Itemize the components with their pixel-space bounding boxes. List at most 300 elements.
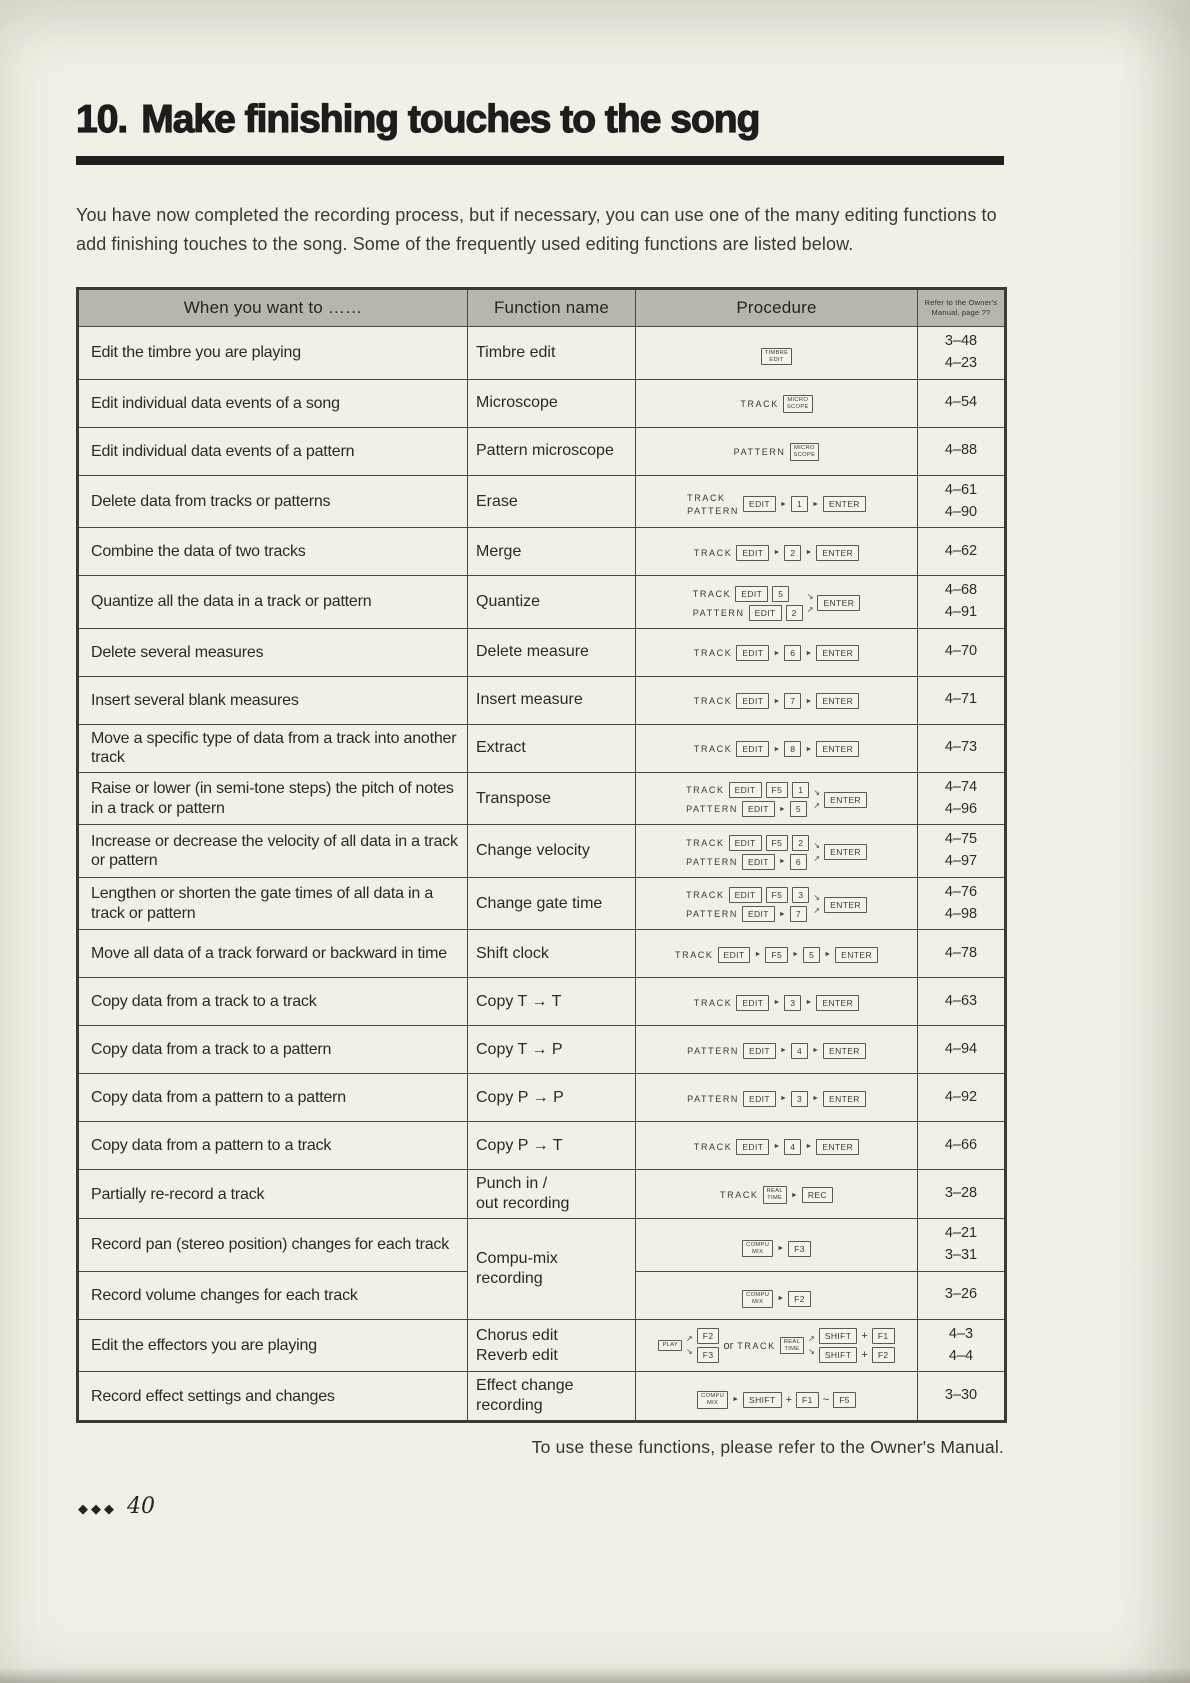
arrow-right-icon: ► bbox=[805, 745, 813, 753]
function-name-line: recording bbox=[476, 1397, 543, 1415]
page-reference: 4–94 bbox=[944, 1040, 978, 1057]
key-label-line: MICRO bbox=[787, 397, 809, 404]
page-reference-cell bbox=[918, 877, 1006, 930]
function-name-line: out recording bbox=[476, 1195, 570, 1213]
table-row bbox=[78, 1122, 1006, 1170]
key-enter: ENTER bbox=[824, 897, 867, 913]
procedure-line bbox=[693, 605, 803, 621]
procedure-stack bbox=[819, 1328, 895, 1363]
key-label-line: SCOPE bbox=[793, 451, 816, 458]
key-f2: F2 bbox=[788, 1291, 811, 1307]
key-shift: SHIFT bbox=[819, 1347, 858, 1363]
key-edit: EDIT bbox=[736, 693, 769, 709]
procedure-line bbox=[697, 1347, 720, 1363]
panel-label: TRACK bbox=[686, 890, 725, 901]
procedure-line bbox=[819, 1347, 895, 1363]
footer-note: To use these functions, please refer to the Owner's Manual. bbox=[531, 1437, 1004, 1458]
page-reference: 4–92 bbox=[944, 1088, 978, 1105]
arrow-glyph: ↗ bbox=[813, 801, 821, 811]
want-cell: Insert several blank measures bbox=[78, 676, 468, 724]
want-cell: Quantize all the data in a track or pattern bbox=[78, 576, 468, 629]
function-name-cell bbox=[468, 427, 636, 475]
page-reference: 3–28 bbox=[944, 1185, 978, 1202]
want-cell: Record volume changes for each track bbox=[78, 1271, 468, 1319]
panel-label: TRACK bbox=[686, 785, 725, 796]
panel-label: TRACK bbox=[693, 696, 733, 707]
page-reference-cell bbox=[918, 576, 1006, 629]
want-cell: Increase or decrease the velocity of all data in a track or pattern bbox=[78, 825, 468, 878]
function-name-cell bbox=[468, 930, 636, 978]
key-6: 6 bbox=[784, 645, 801, 661]
procedure-line bbox=[686, 887, 809, 903]
panel-label: PATTERN bbox=[686, 804, 738, 815]
function-name-line: Compu-mix bbox=[476, 1250, 558, 1268]
table-row bbox=[78, 1319, 1006, 1372]
panel-label: TRACK bbox=[692, 588, 732, 599]
page-reference-cell bbox=[918, 1026, 1006, 1074]
converge-arrows-icon bbox=[807, 593, 814, 614]
key-enter: ENTER bbox=[817, 595, 860, 611]
page-footer bbox=[78, 1494, 155, 1519]
table-row bbox=[78, 379, 1006, 427]
converge-arrows-icon bbox=[813, 894, 820, 915]
function-name-line: Timbre edit bbox=[476, 344, 556, 362]
function-name-line: recording bbox=[476, 1270, 543, 1288]
page-reference-cell bbox=[918, 1074, 1006, 1122]
function-name-cell bbox=[468, 825, 636, 878]
arrow-glyph: ↘ bbox=[808, 1347, 815, 1357]
want-cell: Copy data from a pattern to a track bbox=[78, 1122, 468, 1170]
key-edit: EDIT bbox=[743, 496, 776, 512]
procedure-sequence bbox=[720, 1186, 833, 1203]
key-label-line: PLAY bbox=[662, 1342, 679, 1349]
key-enter: ENTER bbox=[823, 1043, 866, 1059]
arrow-right-icon: ► bbox=[812, 1095, 820, 1103]
procedure-line bbox=[687, 493, 726, 503]
page-reference-cell bbox=[918, 724, 1006, 772]
want-cell: Delete several measures bbox=[78, 628, 468, 676]
function-name-line: Extract bbox=[476, 739, 526, 757]
key-micro-scope bbox=[790, 443, 820, 460]
key-7: 7 bbox=[790, 906, 807, 922]
page-reference-cell bbox=[918, 1319, 1006, 1372]
function-name-line: Chorus edit bbox=[476, 1326, 558, 1344]
key-edit: EDIT bbox=[735, 586, 768, 602]
arrow-right-icon: ► bbox=[792, 951, 800, 959]
function-name-line: Effect change bbox=[476, 1377, 574, 1395]
function-name-line: Pattern microscope bbox=[476, 442, 614, 460]
procedure-cell bbox=[636, 1372, 918, 1422]
procedure-line bbox=[693, 586, 790, 602]
procedure-line bbox=[687, 506, 739, 516]
procedure-sequence bbox=[694, 1139, 859, 1155]
key-edit: EDIT bbox=[736, 741, 769, 757]
panel-label: TRACK bbox=[686, 837, 725, 848]
page-reference: 4–61 bbox=[944, 481, 978, 498]
function-name-line: Punch in / bbox=[476, 1175, 548, 1193]
page-reference: 3–26 bbox=[944, 1286, 978, 1303]
want-cell: Edit individual data events of a pattern bbox=[78, 427, 468, 475]
procedure-sequence bbox=[687, 1091, 866, 1107]
key-5: 5 bbox=[803, 947, 820, 963]
procedure-stack bbox=[687, 493, 739, 516]
arrow-right-icon: ► bbox=[805, 549, 813, 557]
want-cell: Move all data of a track forward or backward in time bbox=[78, 930, 468, 978]
table-row bbox=[78, 528, 1006, 576]
procedure-line bbox=[819, 1328, 895, 1344]
key-edit: EDIT bbox=[736, 645, 769, 661]
want-cell: Raise or lower (in semi-tone steps) the pitch of notes in a track or pattern bbox=[78, 772, 468, 825]
page-reference: 4–75 bbox=[944, 831, 978, 848]
page-reference-cell bbox=[918, 978, 1006, 1026]
page-number: 40 bbox=[127, 1494, 155, 1519]
page-reference: 4–91 bbox=[944, 604, 978, 621]
want-cell: Edit the timbre you are playing bbox=[78, 327, 468, 380]
key-edit: EDIT bbox=[749, 605, 782, 621]
function-name-cell bbox=[468, 1074, 636, 1122]
page-reference: 3–31 bbox=[944, 1247, 978, 1264]
arrow-right-icon: ► bbox=[805, 1143, 813, 1151]
procedure-sequence bbox=[761, 348, 793, 365]
procedure-cell bbox=[636, 724, 918, 772]
page-reference: 4–98 bbox=[944, 905, 978, 922]
function-name-cell bbox=[468, 978, 636, 1026]
page-reference: 4–62 bbox=[944, 542, 978, 559]
procedure-sequence bbox=[694, 545, 859, 561]
col-header-function-name: Function name bbox=[468, 289, 636, 327]
key-f3: F3 bbox=[697, 1347, 720, 1363]
key-edit: EDIT bbox=[736, 545, 769, 561]
procedure-cell bbox=[636, 1122, 918, 1170]
function-name-cell bbox=[468, 528, 636, 576]
key-5: 5 bbox=[772, 586, 789, 602]
page-reference-cell bbox=[918, 772, 1006, 825]
arrow-right-icon: ► bbox=[773, 745, 781, 753]
key-f5: F5 bbox=[766, 835, 789, 851]
procedure-sequence bbox=[693, 586, 861, 621]
page-reference-cell bbox=[918, 475, 1006, 528]
key-enter: ENTER bbox=[823, 496, 866, 512]
procedure-cell bbox=[636, 1219, 918, 1272]
procedure-cell bbox=[636, 772, 918, 825]
arrow-right-icon: ► bbox=[812, 500, 820, 508]
panel-label: TRACK bbox=[693, 744, 733, 755]
page-title: Make finishing touches to the song bbox=[141, 98, 760, 141]
panel-label: PATTERN bbox=[686, 909, 738, 920]
function-name-cell bbox=[468, 1026, 636, 1074]
key-enter: ENTER bbox=[835, 947, 878, 963]
procedure-cell bbox=[636, 475, 918, 528]
function-name-line: Reverb edit bbox=[476, 1346, 558, 1364]
key-3: 3 bbox=[791, 1091, 808, 1107]
key-edit: EDIT bbox=[742, 854, 775, 870]
section-title bbox=[76, 98, 1004, 142]
key-label-line: MIX bbox=[706, 1399, 719, 1406]
function-name-line: Transpose bbox=[476, 789, 551, 807]
panel-label: PATTERN bbox=[733, 446, 786, 457]
key-3: 3 bbox=[792, 887, 809, 903]
key-play bbox=[658, 1340, 682, 1351]
page-reference: 4–97 bbox=[944, 853, 978, 870]
want-cell: Delete data from tracks or patterns bbox=[78, 475, 468, 528]
panel-label: TRACK bbox=[675, 949, 714, 960]
table-row bbox=[78, 825, 1006, 878]
panel-label: TRACK bbox=[687, 492, 726, 503]
table-row bbox=[78, 1170, 1006, 1219]
arrow-glyph: ↘ bbox=[813, 893, 821, 903]
diverge-arrows-icon bbox=[808, 1335, 815, 1356]
arrow-right-icon: ► bbox=[780, 500, 787, 508]
procedure-sequence bbox=[694, 741, 859, 757]
want-cell: Partially re-record a track bbox=[78, 1170, 468, 1219]
procedure-sequence bbox=[697, 1391, 856, 1408]
key-label-line: MICRO bbox=[794, 445, 815, 452]
want-cell: Record effect settings and changes bbox=[78, 1372, 468, 1422]
page-reference: 3–48 bbox=[944, 333, 978, 350]
table-row bbox=[78, 724, 1006, 772]
key-f2: F2 bbox=[697, 1328, 720, 1344]
page-reference: 4–68 bbox=[944, 582, 978, 599]
table-row bbox=[78, 327, 1006, 380]
arrow-right-icon: ► bbox=[780, 1047, 787, 1055]
key-label-line: TIME bbox=[784, 1345, 800, 1352]
page-reference: 4–54 bbox=[944, 394, 978, 411]
function-name-cell bbox=[468, 724, 636, 772]
diverge-arrows-icon bbox=[686, 1335, 693, 1356]
key-enter: ENTER bbox=[816, 1139, 859, 1155]
table-row bbox=[78, 930, 1006, 978]
arrow-glyph: ↘ bbox=[686, 1347, 693, 1357]
page-reference: 4–73 bbox=[944, 739, 978, 756]
panel-label: TRACK bbox=[720, 1190, 759, 1201]
want-cell: Record pan (stereo position) changes for each track bbox=[78, 1219, 468, 1272]
page-reference-cell bbox=[918, 528, 1006, 576]
procedure-cell bbox=[636, 379, 918, 427]
procedure-stack bbox=[697, 1328, 720, 1363]
function-name-cell bbox=[468, 327, 636, 380]
key-edit: EDIT bbox=[742, 801, 775, 817]
function-name-cell bbox=[468, 1219, 636, 1320]
page-reference: 4–74 bbox=[944, 778, 978, 795]
plus-sign: + bbox=[861, 1330, 868, 1343]
arrow-right-icon: ► bbox=[812, 1047, 820, 1055]
key-label-line: COMPU bbox=[746, 1292, 770, 1299]
procedure-stack bbox=[693, 586, 803, 621]
function-name-line: Copy T → T bbox=[476, 992, 562, 1010]
arrow-right-icon: ► bbox=[773, 697, 781, 705]
function-name-line: Copy T → P bbox=[476, 1040, 563, 1058]
procedure-cell bbox=[636, 1271, 918, 1319]
procedure-cell bbox=[636, 877, 918, 930]
table-row bbox=[78, 1074, 1006, 1122]
diamond-icons: ◆◆◆ bbox=[78, 1501, 117, 1516]
procedure-stack bbox=[686, 887, 809, 922]
plus-sign: + bbox=[785, 1393, 793, 1406]
want-cell: Copy data from a pattern to a pattern bbox=[78, 1074, 468, 1122]
arrow-right-icon: ► bbox=[824, 951, 832, 959]
panel-label: TRACK bbox=[737, 1340, 776, 1351]
tilde-sign: ~ bbox=[822, 1393, 830, 1406]
procedure-line bbox=[686, 854, 807, 870]
procedure-sequence bbox=[734, 443, 820, 460]
procedure-sequence bbox=[694, 645, 859, 661]
key-5: 5 bbox=[790, 801, 807, 817]
want-cell: Lengthen or shorten the gate times of all data in a track or pattern bbox=[78, 877, 468, 930]
key-3: 3 bbox=[784, 995, 801, 1011]
arrow-right-icon: ► bbox=[773, 1143, 781, 1151]
page-reference-cell bbox=[918, 676, 1006, 724]
page-reference-cell bbox=[918, 1271, 1006, 1319]
arrow-glyph: ↘ bbox=[813, 788, 821, 798]
key-real-time bbox=[780, 1337, 804, 1354]
converge-arrows-icon bbox=[813, 842, 820, 863]
arrow-right-icon: ► bbox=[732, 1396, 740, 1404]
table-row bbox=[78, 576, 1006, 629]
procedure-sequence bbox=[742, 1290, 811, 1307]
page-reference: 4–88 bbox=[944, 442, 978, 459]
procedure-cell bbox=[636, 576, 918, 629]
col-header-procedure: Procedure bbox=[636, 289, 918, 327]
table-row bbox=[78, 877, 1006, 930]
page-reference: 4–3 bbox=[948, 1325, 974, 1342]
page-reference-cell bbox=[918, 1219, 1006, 1272]
function-name-line: Copy P → T bbox=[476, 1136, 563, 1154]
key-1: 1 bbox=[792, 782, 809, 798]
function-name-line: Insert measure bbox=[476, 691, 583, 709]
arrow-right-icon: ► bbox=[805, 697, 813, 705]
page-reference: 4–76 bbox=[944, 883, 978, 900]
want-cell: Combine the data of two tracks bbox=[78, 528, 468, 576]
page-reference: 4–70 bbox=[944, 643, 978, 660]
key-8: 8 bbox=[784, 741, 801, 757]
page-reference: 4–78 bbox=[944, 944, 978, 961]
arrow-glyph: ↗ bbox=[808, 1334, 815, 1344]
procedure-sequence bbox=[675, 947, 878, 963]
want-cell: Edit the effectors you are playing bbox=[78, 1319, 468, 1372]
key-edit: EDIT bbox=[743, 1043, 776, 1059]
page-reference: 4–63 bbox=[944, 992, 978, 1009]
key-label-line: REAL bbox=[783, 1338, 801, 1345]
page-reference: 4–96 bbox=[944, 800, 978, 817]
table-row bbox=[78, 628, 1006, 676]
page-reference-cell bbox=[918, 427, 1006, 475]
key-label-line: MIX bbox=[752, 1248, 764, 1255]
table-body bbox=[78, 327, 1006, 1422]
key-edit: EDIT bbox=[742, 906, 775, 922]
panel-label: TRACK bbox=[740, 398, 779, 409]
function-name-line: Change gate time bbox=[476, 894, 603, 912]
table-row bbox=[78, 1026, 1006, 1074]
function-name-line: Delete measure bbox=[476, 643, 589, 661]
arrow-glyph: ↗ bbox=[813, 853, 821, 863]
arrow-right-icon: ► bbox=[773, 549, 781, 557]
page-reference-cell bbox=[918, 379, 1006, 427]
key-edit: EDIT bbox=[736, 1139, 769, 1155]
key-edit: EDIT bbox=[718, 947, 751, 963]
page-reference: 4–90 bbox=[944, 503, 978, 520]
table-row bbox=[78, 978, 1006, 1026]
arrow-right-icon: ► bbox=[778, 805, 786, 813]
procedure-sequence bbox=[686, 835, 867, 870]
function-name-cell bbox=[468, 1122, 636, 1170]
panel-label: TRACK bbox=[693, 1141, 733, 1152]
panel-label: TRACK bbox=[693, 547, 733, 558]
table-row bbox=[78, 676, 1006, 724]
key-enter: ENTER bbox=[816, 645, 859, 661]
key-enter: ENTER bbox=[824, 792, 867, 808]
function-name-cell bbox=[468, 1319, 636, 1372]
arrow-right-icon: ► bbox=[805, 649, 813, 657]
arrow-right-icon: ► bbox=[780, 1095, 787, 1103]
key-enter: ENTER bbox=[816, 995, 859, 1011]
key-label-line: TIME bbox=[767, 1195, 783, 1202]
procedure-sequence bbox=[694, 693, 859, 709]
function-name-cell bbox=[468, 1372, 636, 1422]
procedure-sequence bbox=[686, 887, 867, 922]
table-row bbox=[78, 1372, 1006, 1422]
arrow-right-icon: ► bbox=[778, 910, 786, 918]
key-f3: F3 bbox=[788, 1241, 811, 1257]
page-reference: 4–21 bbox=[944, 1225, 978, 1242]
function-name-line: Copy P → P bbox=[476, 1088, 564, 1106]
key-4: 4 bbox=[791, 1043, 808, 1059]
want-cell: Edit individual data events of a song bbox=[78, 379, 468, 427]
procedure-sequence bbox=[740, 395, 812, 412]
arrow-glyph: ↗ bbox=[806, 604, 814, 614]
key-4: 4 bbox=[784, 1139, 801, 1155]
arrow-right-icon: ► bbox=[754, 951, 762, 959]
procedure-cell bbox=[636, 825, 918, 878]
procedure-cell bbox=[636, 528, 918, 576]
key-edit: EDIT bbox=[729, 782, 762, 798]
page-reference-cell bbox=[918, 930, 1006, 978]
key-enter: ENTER bbox=[816, 693, 859, 709]
function-name-line: Shift clock bbox=[476, 944, 549, 962]
key-edit: EDIT bbox=[729, 887, 762, 903]
key-rec: REC bbox=[802, 1187, 833, 1203]
function-name-cell bbox=[468, 676, 636, 724]
arrow-right-icon: ► bbox=[777, 1295, 785, 1303]
table-row bbox=[78, 772, 1006, 825]
key-enter: ENTER bbox=[816, 741, 859, 757]
function-name-line: Quantize bbox=[476, 593, 541, 611]
or-label: or bbox=[723, 1339, 734, 1352]
panel-label: PATTERN bbox=[686, 856, 738, 867]
panel-label: TRACK bbox=[693, 997, 733, 1008]
arrow-right-icon: ► bbox=[805, 999, 813, 1007]
key-label-line: MIX bbox=[752, 1298, 764, 1305]
key-compu-mix bbox=[697, 1391, 728, 1408]
title-rule bbox=[76, 156, 1004, 165]
page-content bbox=[76, 98, 1004, 1458]
procedure-line bbox=[686, 801, 807, 817]
function-name-cell bbox=[468, 576, 636, 629]
procedure-cell bbox=[636, 1170, 918, 1219]
function-name-cell bbox=[468, 475, 636, 528]
key-6: 6 bbox=[790, 854, 807, 870]
procedure-sequence bbox=[687, 1043, 866, 1059]
key-7: 7 bbox=[784, 693, 801, 709]
key-label-line: COMPU bbox=[746, 1241, 770, 1248]
table-row bbox=[78, 1219, 1006, 1272]
key-enter: ENTER bbox=[823, 1091, 866, 1107]
panel-label: TRACK bbox=[693, 648, 733, 659]
page-reference-cell bbox=[918, 825, 1006, 878]
key-edit: EDIT bbox=[729, 835, 762, 851]
function-name-cell bbox=[468, 379, 636, 427]
function-name-cell bbox=[468, 1170, 636, 1219]
key-shift: SHIFT bbox=[819, 1328, 858, 1344]
